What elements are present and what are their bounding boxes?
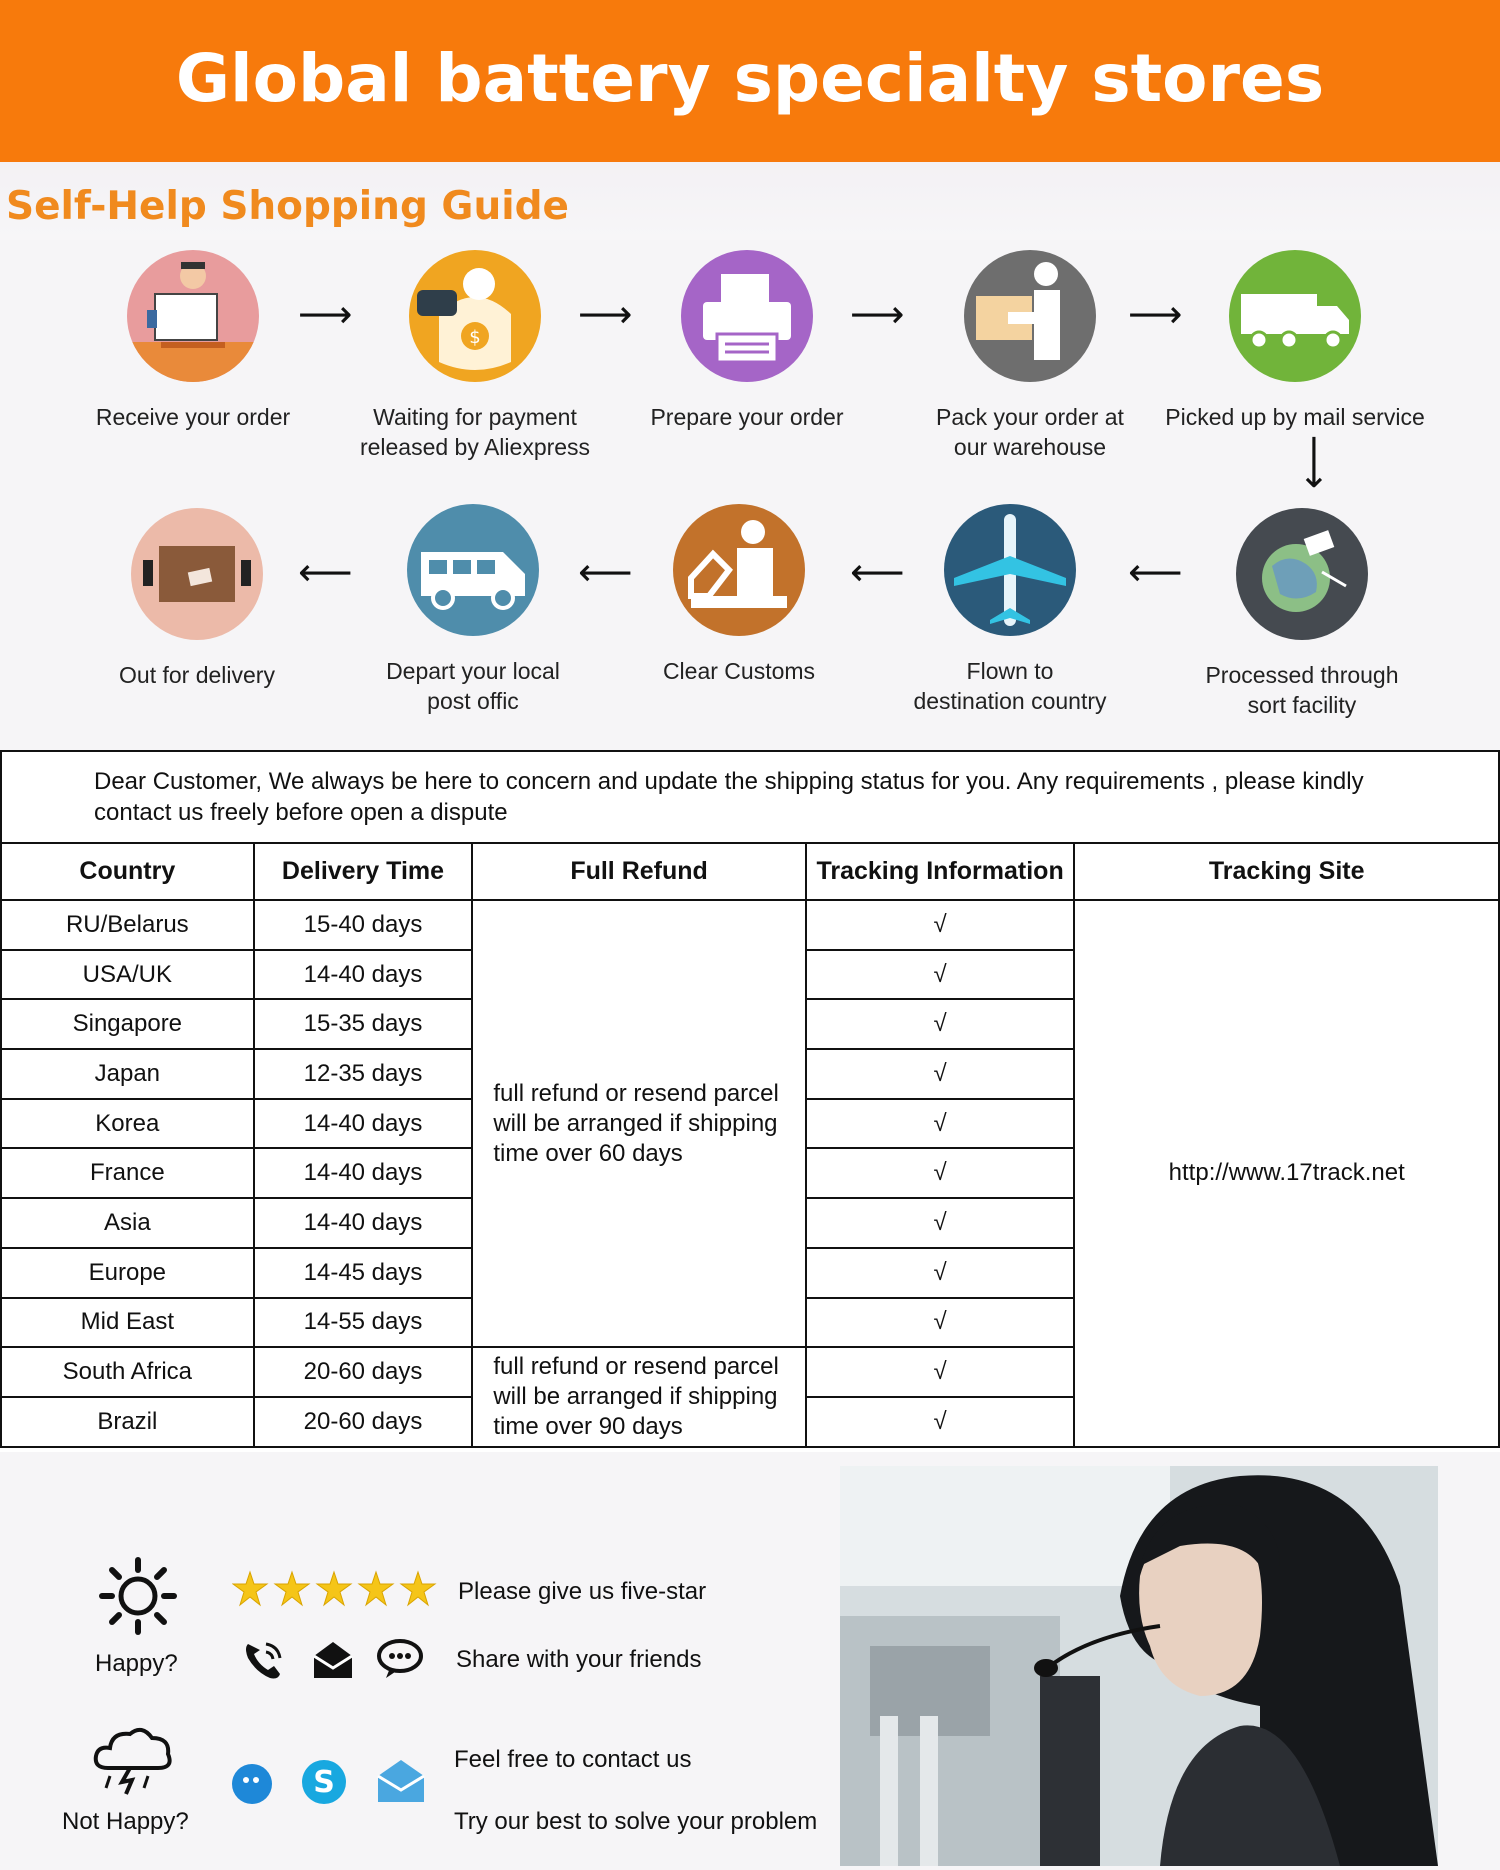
globe-icon: [1236, 508, 1368, 640]
arrow-left-icon: ⟵: [850, 550, 905, 594]
step-prepare-order: [617, 250, 877, 432]
skype-icon[interactable]: [300, 1758, 348, 1811]
check-cell: √: [806, 999, 1075, 1049]
tracking-site-cell: http://www.17track.net: [1074, 900, 1499, 1447]
shipping-steps: [0, 240, 1500, 750]
step-pack-order: [900, 250, 1160, 462]
check-cell: √: [806, 1248, 1075, 1298]
time-cell: 14-45 days: [254, 1248, 473, 1298]
check-cell: √: [806, 1148, 1075, 1198]
printer-icon: [681, 250, 813, 382]
check-cell: √: [806, 1347, 1075, 1397]
header-delivery-time: Delivery Time: [254, 843, 473, 900]
time-cell: 20-60 days: [254, 1347, 473, 1397]
five-star-rating: [232, 1570, 442, 1615]
arrow-right-icon: ⟶: [578, 292, 633, 336]
shipping-table: [0, 842, 1500, 1448]
country-cell: Mid East: [1, 1298, 254, 1348]
chat-icon[interactable]: [376, 1636, 428, 1687]
country-cell: Singapore: [1, 999, 254, 1049]
arrow-left-icon: ⟵: [578, 550, 633, 594]
step-label: Clear Customs: [662, 658, 816, 684]
package-handler-icon: [964, 250, 1096, 382]
check-cell: √: [806, 900, 1075, 950]
country-cell: Brazil: [1, 1397, 254, 1447]
country-cell: South Africa: [1, 1347, 254, 1397]
svg-text:$: $: [469, 327, 481, 348]
country-cell: Asia: [1, 1198, 254, 1248]
star-icon: [317, 1572, 351, 1605]
box-icon: [131, 508, 263, 640]
step-sort-facility: [1172, 508, 1432, 720]
check-cell: √: [806, 1298, 1075, 1348]
star-icon: [359, 1572, 393, 1605]
five-star-text: Please give us five-star: [458, 1578, 707, 1605]
message-bubble-icon[interactable]: [230, 1762, 274, 1811]
check-cell: √: [806, 1397, 1075, 1447]
truck-icon: [1229, 250, 1361, 382]
time-cell: 14-40 days: [254, 1198, 473, 1248]
step-flown: [880, 504, 1140, 716]
arrow-left-icon: ⟵: [298, 550, 353, 594]
header-tracking-site: Tracking Site: [1074, 843, 1499, 900]
envelope-icon[interactable]: [374, 1756, 428, 1811]
step-label: Receive your order: [95, 404, 291, 430]
refund-cell-90: full refund or resend parcel will be arranged if shipping time over 90 days: [472, 1347, 805, 1446]
step-depart-post: [343, 504, 603, 716]
step-customs: [609, 504, 869, 686]
step-label: Flown to destination country: [913, 658, 1107, 714]
sun-icon: [98, 1556, 178, 1641]
header-full-refund: Full Refund: [472, 843, 805, 900]
time-cell: 14-40 days: [254, 1148, 473, 1198]
table-row: [1, 900, 1499, 950]
step-out-for-delivery: [67, 508, 327, 690]
check-cell: √: [806, 1198, 1075, 1248]
step-label: Prepare your order: [650, 404, 844, 430]
time-cell: 14-55 days: [254, 1298, 473, 1348]
van-icon: [407, 504, 539, 636]
arrow-left-icon: ⟵: [1128, 550, 1183, 594]
arrow-down-icon: ⟶: [1293, 434, 1338, 490]
time-cell: 15-40 days: [254, 900, 473, 950]
cashier-icon: [127, 250, 259, 382]
time-cell: 12-35 days: [254, 1049, 473, 1099]
step-label: Pack your order at our warehouse: [936, 404, 1124, 460]
customs-officer-icon: [673, 504, 805, 636]
step-waiting-payment: [345, 250, 605, 462]
check-cell: √: [806, 1049, 1075, 1099]
time-cell: 15-35 days: [254, 999, 473, 1049]
storm-cloud-icon: [90, 1722, 176, 1803]
arrow-right-icon: ⟶: [298, 292, 353, 336]
share-text: Share with your friends: [456, 1646, 702, 1673]
svg-text:S: S: [313, 1765, 335, 1800]
country-cell: Europe: [1, 1248, 254, 1298]
airplane-icon: [944, 504, 1076, 636]
banner-title: Global battery specialty stores: [175, 39, 1325, 117]
customer-notice: [0, 750, 1500, 842]
time-cell: 20-60 days: [254, 1397, 473, 1447]
notice-text: Dear Customer, We always be here to concern and update the shipping status for you. Any requirements , please kindly contact us freely before open a dispute: [94, 768, 1364, 826]
guide-title: Self-Help Shopping Guide: [6, 184, 569, 229]
contact-text: Feel free to contact us: [454, 1746, 692, 1773]
table-header-row: [1, 843, 1499, 900]
time-cell: 14-40 days: [254, 1099, 473, 1149]
step-picked-up: [1165, 250, 1425, 432]
check-cell: √: [806, 950, 1075, 1000]
money-bag-icon: [409, 250, 541, 382]
star-icon: [401, 1572, 435, 1605]
page-banner: [0, 0, 1500, 162]
star-icon: [275, 1572, 309, 1605]
step-label: Picked up by mail service: [1165, 404, 1425, 430]
header-country: Country: [1, 843, 254, 900]
solve-text: Try our best to solve your problem: [454, 1808, 818, 1835]
arrow-right-icon: ⟶: [850, 292, 905, 336]
guide-header: [0, 162, 1500, 240]
check-cell: √: [806, 1099, 1075, 1149]
country-cell: Korea: [1, 1099, 254, 1149]
step-label: Waiting for payment released by Aliexpress: [359, 404, 591, 460]
step-label: Out for delivery: [119, 662, 275, 688]
phone-icon[interactable]: [240, 1638, 288, 1687]
country-cell: USA/UK: [1, 950, 254, 1000]
happy-label: Happy?: [95, 1650, 178, 1677]
country-cell: RU/Belarus: [1, 900, 254, 950]
country-cell: France: [1, 1148, 254, 1198]
country-cell: Japan: [1, 1049, 254, 1099]
step-label: Processed through sort facility: [1205, 662, 1399, 718]
arrow-right-icon: ⟶: [1128, 292, 1183, 336]
step-label: Depart your local post offic: [386, 658, 560, 714]
time-cell: 14-40 days: [254, 950, 473, 1000]
header-tracking-info: Tracking Information: [806, 843, 1075, 900]
customer-service-photo: [840, 1466, 1438, 1866]
step-receive-order: [63, 250, 323, 432]
star-icon: [233, 1572, 267, 1605]
not-happy-label: Not Happy?: [62, 1808, 189, 1835]
mail-icon[interactable]: [310, 1638, 356, 1687]
refund-cell-60: full refund or resend parcel will be arranged if shipping time over 60 days: [472, 900, 805, 1347]
